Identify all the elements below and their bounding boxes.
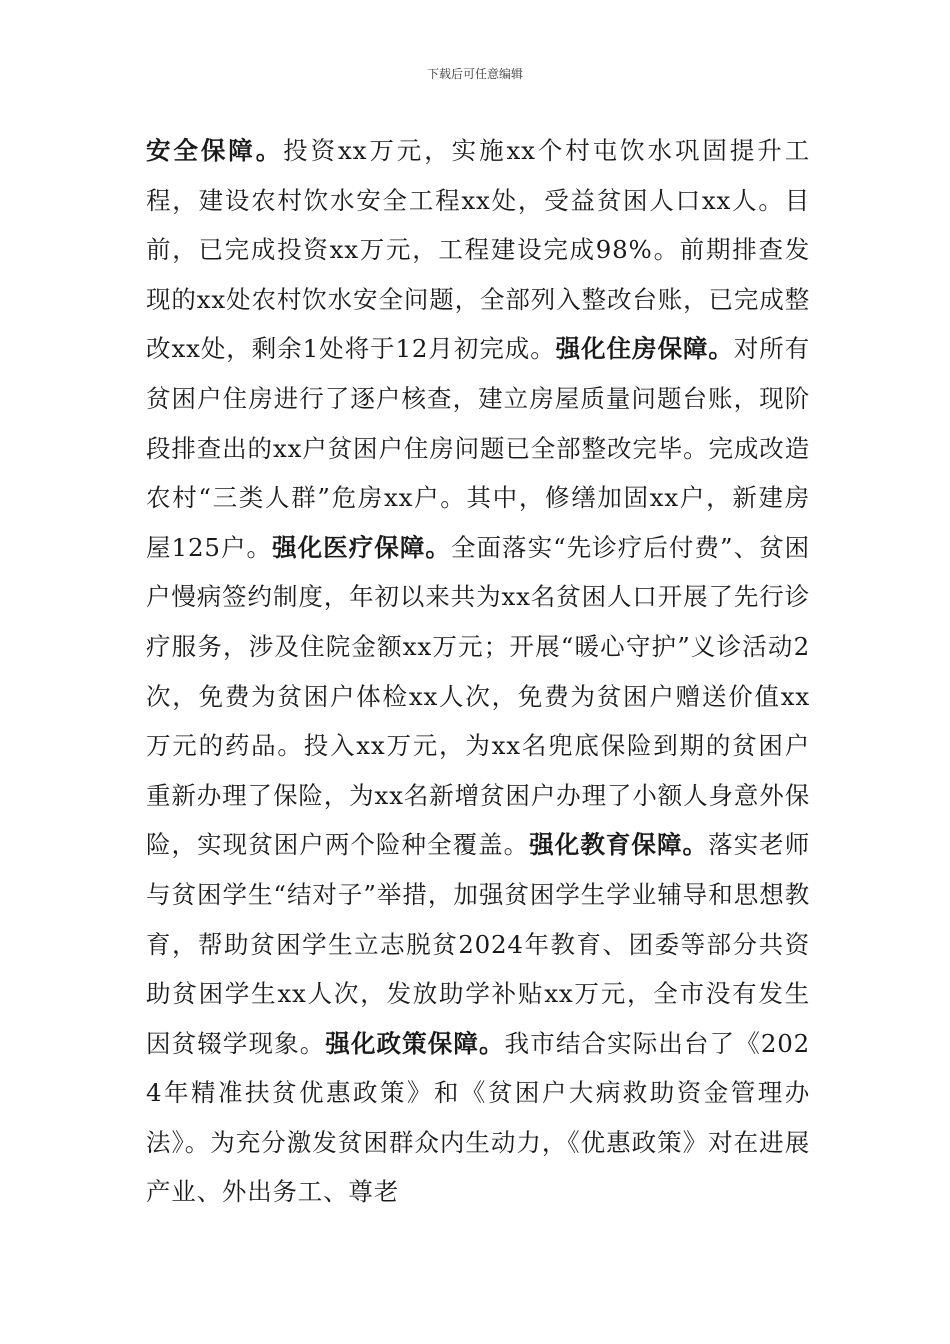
heading-education-security: 强化教育保障。 <box>529 830 709 860</box>
paragraph-education: 落实老师与贫困学生“结对子”举措，加强贫困学生学业辅导和思想教育，帮助贫困学生立志脱贫2024年教育、团委等部分共资助贫困学生xx人次，发放助学补贴xx万元，全市没有发生因贫辍学现象。 <box>146 830 811 1058</box>
heading-policy-security: 强化政策保障。 <box>325 1028 505 1058</box>
paragraph-drinking-water: 投资xx万元，实施xx个村屯饮水巩固提升工程，建设农村饮水安全工程xx处，受益贫困人口xx人。目前，已完成投资xx万元，工程建设完成98%。前期排查发现的xx处农村饮水安全问题，全部列入整改台账，已完成整改xx处，剩余1处将于12月初完成。 <box>146 136 810 364</box>
document-body <box>146 126 810 1217</box>
page-header: 下载后可任意编辑 <box>426 67 523 81</box>
heading-drinking-water-safety: 安全保障。 <box>146 136 284 165</box>
paragraph-housing: 对所有贫困户住房进行了逐户核查，建立房屋质量问题台账，现阶段排查出的xx户贫困户住房问题已全部整改完毕。完成改造农村“三类人群”危房xx户。其中，修缮加固xx户，新建房屋125户。 <box>146 334 810 562</box>
heading-medical-security: 强化医疗保障。 <box>272 532 451 562</box>
paragraph-policy: 我市结合实际出台了《2024年精准扶贫优惠政策》和《贫困户大病救助资金管理办法》。为充分激发贫困群众内生动力，《优惠政策》对在进展产业、外出务工、尊老 <box>146 1028 810 1207</box>
heading-housing-security: 强化住房保障。 <box>555 334 734 364</box>
paragraph-medical: 全面落实“先诊疗后付费”、贫困户慢病签约制度，年初以来共为xx名贫困人口开展了先行诊疗服务，涉及住院金额xx万元；开展“暖心守护”义诊活动2次，免费为贫困户体检xx人次，免费为贫困户赠送价值xx万元的药品。投入xx万元，为xx名兜底保险到期的贫困户重新办理了保险，为xx名新增贫困户办理了小额人身意外保险，实现贫困户两个险种全覆盖。 <box>146 532 810 860</box>
